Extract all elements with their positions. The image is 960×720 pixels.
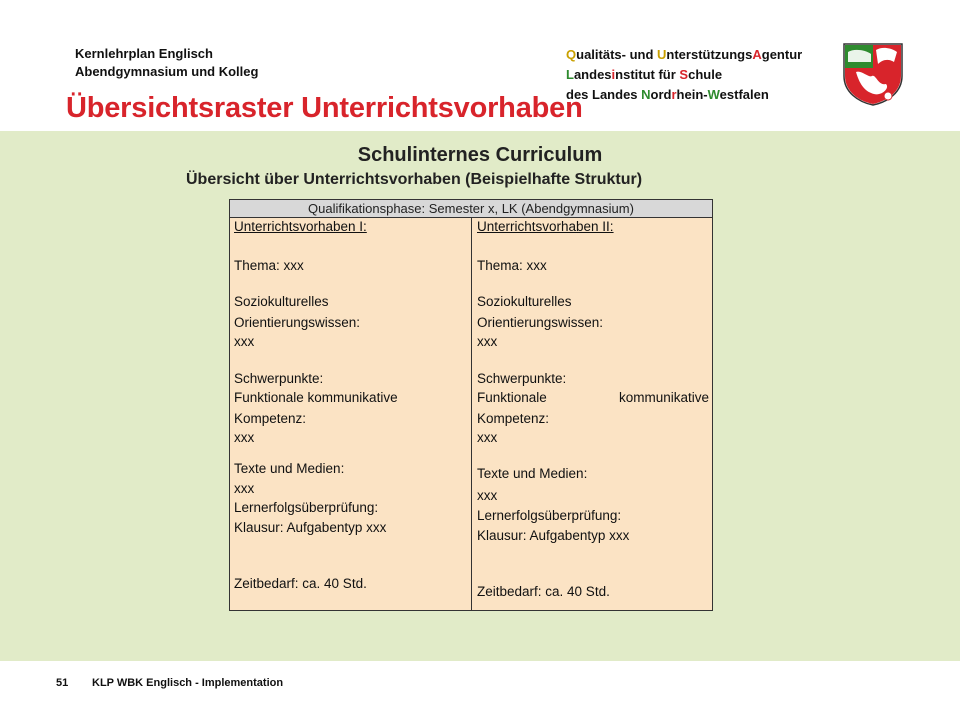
left-heading: Unterrichtsvorhaben I:: [234, 219, 367, 234]
left-texte-line2: xxx: [234, 481, 255, 496]
left-lern-line1: Lernerfolgsüberprüfung:: [234, 500, 379, 515]
right-schwer-word1: Funktionale: [477, 390, 547, 405]
right-texte-line1: Texte und Medien:: [477, 466, 588, 481]
left-lern-line2: Klausur: Aufgabentyp xxx: [234, 520, 387, 535]
right-schwer-line1: Schwerpunkte:: [477, 371, 567, 386]
table-header: Qualifikationsphase: Semester x, LK (Abendgymnasium): [230, 200, 712, 218]
header-left-line2: Abendgymnasium und Kolleg: [75, 64, 259, 79]
header-right: [566, 45, 802, 105]
page-title: Übersichtsraster Unterrichtsvorhaben: [66, 92, 583, 124]
header-right-line2: Landesinstitut für Schule: [566, 67, 723, 82]
curriculum-title: Schulinternes Curriculum: [357, 144, 603, 166]
left-schwer-line3: Kompetenz:: [234, 411, 307, 426]
left-sozio-line3: xxx: [234, 334, 255, 349]
left-zeitbedarf: Zeitbedarf: ca. 40 Std.: [234, 576, 367, 591]
left-schwer-line4: xxx: [234, 430, 255, 445]
footer: [56, 677, 283, 689]
left-thema: Thema: xxx: [234, 258, 304, 273]
nrw-coat-of-arms-icon: [842, 42, 904, 106]
table-column-right: [472, 218, 712, 610]
right-sozio-line2: Orientierungswissen:: [477, 315, 604, 330]
footer-text: KLP WBK Englisch - Implementation: [92, 677, 284, 689]
right-zeitbedarf: Zeitbedarf: ca. 40 Std.: [477, 584, 610, 599]
right-lern-line1: Lernerfolgsüberprüfung:: [477, 508, 622, 523]
overview-subtitle: Übersicht über Unterrichtsvorhaben (Beispielhafte Struktur): [186, 171, 643, 188]
right-texte-line2: xxx: [477, 488, 498, 503]
curriculum-table: [229, 199, 713, 611]
left-texte-line1: Texte und Medien:: [234, 461, 345, 476]
right-schwer-line3: Kompetenz:: [477, 411, 550, 426]
left-sozio-line1: Soziokulturelles: [234, 294, 329, 309]
header-left-line1: Kernlehrplan Englisch: [75, 46, 213, 61]
right-heading: Unterrichtsvorhaben II:: [477, 219, 614, 234]
header-right-line1: Qualitäts- und UnterstützungsAgentur: [566, 47, 803, 62]
left-schwer-line1: Schwerpunkte:: [234, 371, 324, 386]
right-sozio-line3: xxx: [477, 334, 498, 349]
page-number: 51: [56, 677, 69, 689]
header-left: [75, 45, 258, 81]
right-schwer-line4: xxx: [477, 430, 498, 445]
right-lern-line2: Klausur: Aufgabentyp xxx: [477, 528, 630, 543]
right-schwer-word2: kommunikative: [618, 390, 709, 405]
right-thema: Thema: xxx: [477, 258, 547, 273]
left-sozio-line2: Orientierungswissen:: [234, 315, 361, 330]
right-sozio-line1: Soziokulturelles: [477, 294, 572, 309]
header-right-line3: des Landes Nordrhein-Westfalen: [566, 87, 769, 102]
table-column-left: [230, 218, 472, 610]
right-schwer-line2: [477, 390, 709, 405]
left-schwer-line2: Funktionale kommunikative: [234, 390, 398, 405]
